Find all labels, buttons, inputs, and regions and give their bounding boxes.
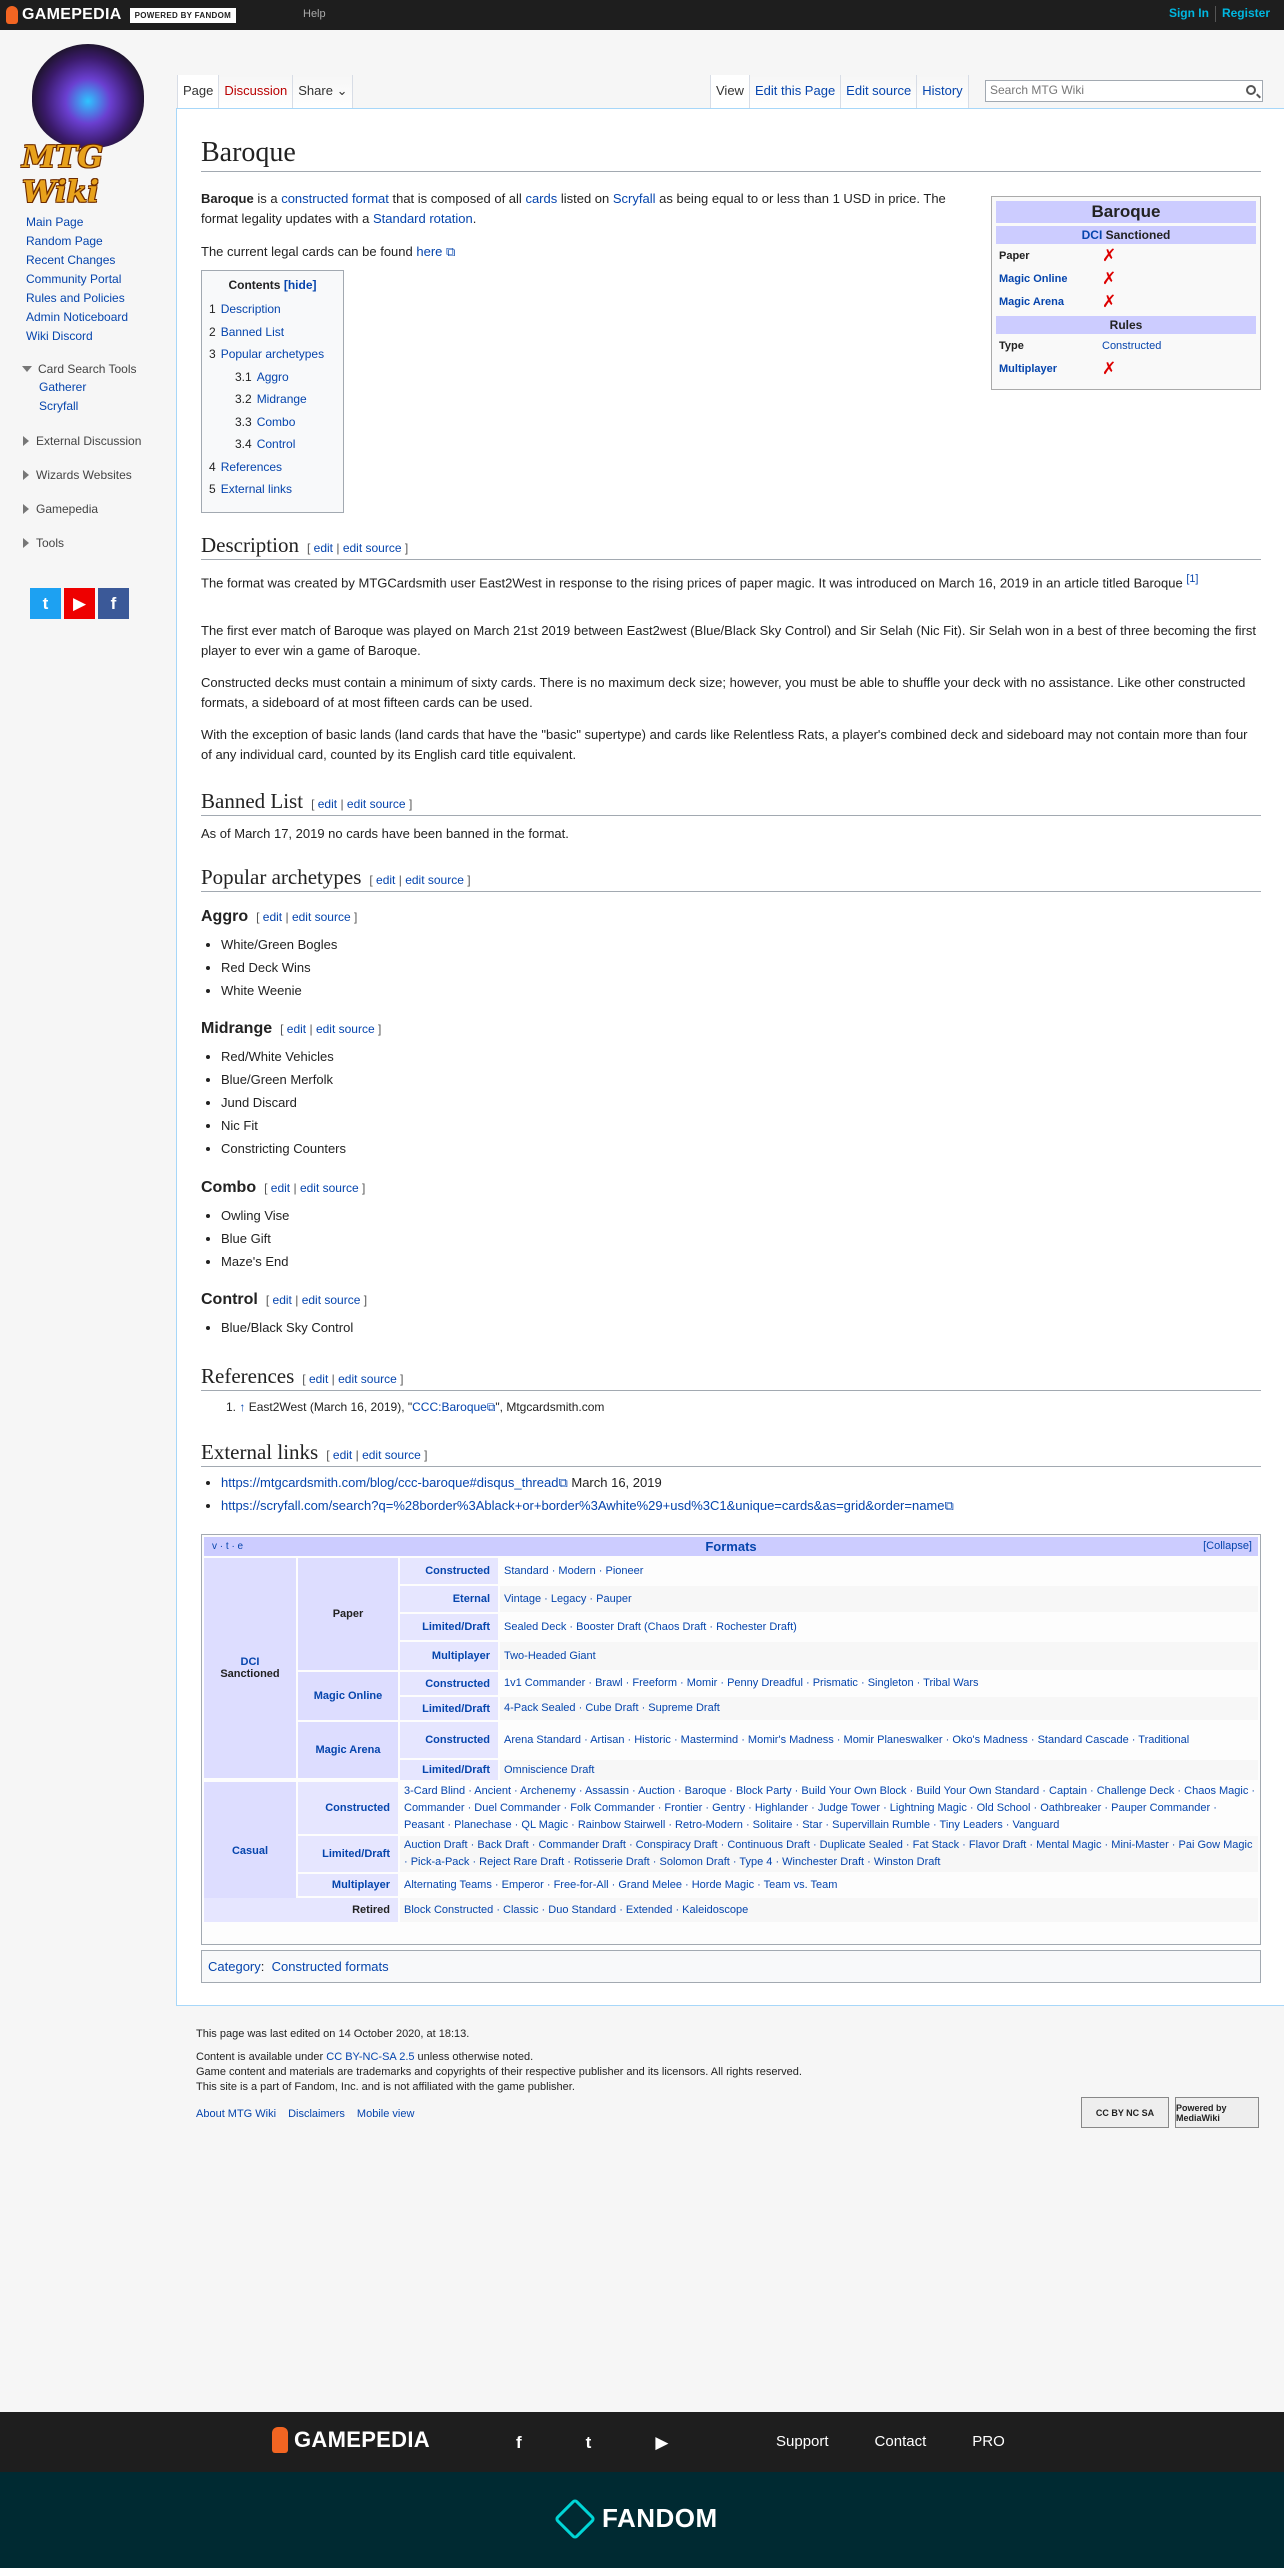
- edit-link[interactable]: edit: [313, 541, 334, 555]
- navbox-group-casual[interactable]: Casual: [204, 1782, 296, 1920]
- toc-item[interactable]: [209, 478, 336, 501]
- sidebar-item-admin-noticeboard[interactable]: Admin Noticeboard: [26, 310, 129, 324]
- external-link-icon: ⧉: [558, 1475, 568, 1490]
- heading-description: Description [ edit | edit source ]: [201, 533, 1261, 560]
- description-p4: With the exception of basic lands (land cards that have the "basic" supertype) and cards like Relentless Rats, a player's combined deck and sideboard may not contain more than four of any individual card, counted by its English card title equivalent.: [201, 727, 1248, 762]
- navbox-group-paper: Paper: [298, 1558, 398, 1670]
- infobox-row-magic-arena: Magic Arena ✗: [999, 291, 1117, 311]
- edit-source-link[interactable]: edit source: [405, 873, 464, 887]
- sidebar-item-community-portal[interactable]: Community Portal: [26, 272, 122, 286]
- sidebar-item-scryfall[interactable]: Scryfall: [39, 399, 79, 413]
- mediawiki-badge[interactable]: Powered by MediaWiki: [1175, 2097, 1259, 2128]
- gamepedia-footer-logo[interactable]: GAMEPEDIA: [272, 2427, 430, 2453]
- back-arrow-icon[interactable]: ↑: [239, 1400, 246, 1414]
- toc-title: Contents: [228, 278, 281, 292]
- gamepedia-wordmark: GAMEPEDIA: [22, 6, 122, 23]
- cc-license-badge[interactable]: CC BY NC SA: [1081, 2097, 1169, 2128]
- tab-share[interactable]: Share ⌄: [292, 75, 353, 109]
- edit-source-link[interactable]: edit source: [291, 910, 351, 924]
- register-link[interactable]: Register: [1221, 6, 1270, 20]
- sidebar: [26, 213, 176, 552]
- formats-navbox: [201, 1534, 1261, 1945]
- navbox-row-label: Retired: [204, 1898, 398, 1922]
- action-tabs: [710, 75, 969, 109]
- heading-combo: Combo [ edit | edit source ]: [201, 1179, 366, 1196]
- navbox-row-label[interactable]: Eternal: [400, 1586, 498, 1612]
- facebook-icon[interactable]: f: [98, 588, 129, 619]
- search-input[interactable]: Search MTG Wiki: [985, 80, 1263, 102]
- toc-link[interactable]: Description: [220, 302, 281, 316]
- twitter-icon[interactable]: t: [30, 588, 61, 619]
- navbox-row-list[interactable]: 4-Pack Sealed · Cube Draft · Supreme Draft: [500, 1697, 1258, 1720]
- navbox-row-label[interactable]: Limited/Draft: [400, 1760, 498, 1780]
- last-edited: This page was last edited on 14 October 2020, at 18:13.: [196, 2028, 470, 2040]
- trademark-line: Game content and materials are trademarks and copyrights of their respective publisher and its licensors. All rights reserved.: [196, 2066, 802, 2078]
- sidebar-heading-label: Wizards Websites: [36, 468, 132, 482]
- sidebar-item-wiki-discord[interactable]: Wiki Discord: [26, 329, 93, 343]
- edit-link[interactable]: edit: [286, 1022, 307, 1036]
- list-item: • Blue/Green Merfolk: [221, 1068, 346, 1091]
- chevron-down-icon: ⌄: [336, 83, 348, 98]
- heading-aggro: Aggro [ edit | edit source ]: [201, 908, 358, 925]
- navbox-row-label[interactable]: Multiplayer: [400, 1642, 498, 1670]
- infobox-row-paper: Paper ✗: [999, 245, 1117, 265]
- tab-page[interactable]: Page: [177, 75, 218, 109]
- list-item: • Constricting Counters: [221, 1137, 346, 1160]
- navbox-group-magic-online[interactable]: Magic Online: [298, 1672, 398, 1720]
- page-tabs: [177, 75, 353, 109]
- navbox-row-list[interactable]: Auction Draft · Back Draft · Commander Draft · Conspiracy Draft · Continuous Draft · Duplicate Sealed · Fat Stack · Flavor Draft · Mental Magic · Mini-Master · Pai Gow Magic · Pick-a-Pack · Reject Rare Draft · Rotisserie Draft · Solomon Draft · Type 4 · Winchester Draft · Winston Draft: [400, 1836, 1258, 1872]
- cross-icon: ✗: [1102, 268, 1117, 288]
- list-item: [221, 1494, 954, 1517]
- navbox-row-list[interactable]: Two-Headed Giant: [500, 1642, 1258, 1670]
- list-item: • Owling Vise: [221, 1204, 289, 1227]
- toc-link[interactable]: Midrange: [256, 392, 307, 406]
- list-item: • Jund Discard: [221, 1091, 346, 1114]
- sidebar-heading-gamepedia[interactable]: [26, 500, 176, 518]
- sidebar-heading-card-search-tools[interactable]: Card Search Tools: [26, 360, 176, 378]
- toc-number: 3.3: [235, 414, 252, 429]
- navbox-row-label[interactable]: Constructed: [400, 1672, 498, 1695]
- navbox-row-list[interactable]: Sealed Deck · Booster Draft (Chaos Draft · Rochester Draft): [504, 1620, 797, 1633]
- list-item: • Maze's End: [221, 1250, 289, 1273]
- search-icon[interactable]: [1246, 85, 1256, 95]
- navbox-row-list[interactable]: Alternating Teams · Emperor · Free-for-All · Grand Melee · Horde Magic · Team vs. Team: [404, 1878, 838, 1891]
- footer-link-about-mtg-wiki[interactable]: About MTG Wiki: [196, 2108, 277, 2120]
- gamepedia-logo[interactable]: [6, 5, 236, 25]
- tab-edit-this-page[interactable]: Edit this Page: [749, 75, 840, 109]
- category-box: Category: Constructed formats: [201, 1950, 1261, 1983]
- legal-cards-paragraph: The current legal cards can be found here ⧉: [201, 244, 456, 259]
- heading-midrange: Midrange [ edit | edit source ]: [201, 1020, 382, 1037]
- toc-item[interactable]: [209, 298, 336, 321]
- toc-item[interactable]: [209, 366, 336, 389]
- control-list: [201, 1316, 353, 1339]
- license-link[interactable]: CC BY-NC-SA 2.5: [326, 2051, 415, 2063]
- twitter-icon[interactable]: t: [585, 2433, 592, 2452]
- navbox-row-list[interactable]: Vintage · Legacy · Pauper: [500, 1586, 1258, 1612]
- sidebar-heading-label: Tools: [36, 536, 65, 550]
- heading-control: Control [ edit | edit source ]: [201, 1291, 368, 1308]
- navbox-group-magic-arena[interactable]: Magic Arena: [298, 1722, 398, 1778]
- navbox-row-label[interactable]: Limited/Draft: [400, 1697, 498, 1720]
- list-item: • Blue Gift: [221, 1227, 289, 1250]
- navbox-row-list[interactable]: Omniscience Draft: [500, 1760, 1258, 1780]
- toc-number: 3.4: [235, 437, 252, 451]
- bottom-bar: [0, 2412, 1284, 2472]
- tab-history[interactable]: History: [916, 75, 968, 109]
- edit-link[interactable]: edit: [332, 1448, 353, 1462]
- external-link-scryfall[interactable]: https://scryfall.com/search?q=%28border%3Ablack+or+border%3Awhite%29+usd%3C1&unique=cards&as=grid&order=name: [221, 1498, 945, 1513]
- sidebar-heading-tools[interactable]: [26, 534, 176, 552]
- contact-link[interactable]: Contact: [874, 2433, 927, 2450]
- toc-item[interactable]: [209, 456, 336, 479]
- collapse-triangle-icon: [23, 436, 29, 446]
- navbox-row-label[interactable]: Limited/Draft: [298, 1836, 398, 1872]
- social-links: [30, 588, 129, 619]
- toc-item[interactable]: [209, 321, 336, 344]
- youtube-icon[interactable]: ▶: [655, 2433, 669, 2452]
- external-link-icon: ⧉: [944, 1498, 954, 1513]
- description-p3: Constructed decks must contain a minimum of sixty cards. There is no maximum deck size; however, you must be able to shuffle your deck with no assistance. Like other constructed formats, a sideboard of at most fifteen cards can be used.: [201, 675, 1246, 710]
- table-of-contents: [201, 270, 344, 513]
- infobox: [991, 196, 1261, 390]
- list-item: • https://mtgcardsmith.com/blog/ccc-baroque#disqus_thread⧉ March 16, 2019: [221, 1471, 954, 1494]
- toc-item[interactable]: [209, 343, 336, 366]
- edit-link[interactable]: edit: [308, 1372, 329, 1386]
- navbox-body: [204, 1558, 1258, 1942]
- toc-item[interactable]: [209, 411, 336, 434]
- fandom-logo[interactable]: FANDOM: [560, 2503, 718, 2534]
- page-title: Baroque: [201, 137, 1261, 172]
- edit-link[interactable]: edit: [262, 910, 283, 924]
- facebook-icon[interactable]: f: [516, 2433, 522, 2452]
- list-item: • White Weenie: [221, 979, 337, 1002]
- navbox-row-list[interactable]: Arena Standard · Artisan · Historic · Mastermind · Momir's Madness · Momir Planeswalker · Oko's Madness · Standard Cascade · Traditional: [504, 1733, 1190, 1746]
- list-item: • White/Green Bogles: [221, 933, 337, 956]
- toc-link[interactable]: Popular archetypes: [220, 347, 325, 361]
- pro-link[interactable]: PRO: [972, 2433, 1005, 2450]
- sidebar-item-random-page[interactable]: Random Page: [26, 234, 103, 248]
- toc-link[interactable]: Control: [256, 437, 296, 451]
- toc-number: 4: [209, 459, 216, 474]
- lotus-emblem-icon: [32, 44, 144, 148]
- category-label[interactable]: Category: [208, 1959, 261, 1974]
- expand-triangle-icon: [22, 366, 32, 372]
- wiki-logo-text: MTG Wiki: [22, 140, 104, 210]
- toc-item[interactable]: [209, 388, 336, 411]
- navbox-row-label[interactable]: Limited/Draft: [400, 1614, 498, 1640]
- edit-link[interactable]: edit: [317, 797, 338, 811]
- navbox-row-label[interactable]: Constructed: [298, 1782, 398, 1834]
- fandom-bar: [0, 2472, 1284, 2568]
- sidebar-item-gatherer[interactable]: Gatherer: [39, 380, 87, 394]
- infobox-row-multiplayer: Multiplayer ✗: [999, 358, 1117, 378]
- midrange-list: [201, 1045, 346, 1160]
- toc-number: 5: [209, 482, 216, 496]
- collapse-button[interactable]: [Collapse]: [1203, 1540, 1252, 1552]
- aggro-list: [201, 933, 337, 1002]
- infobox-row-magic-online: Magic Online ✗: [999, 268, 1117, 288]
- sidebar-item-recent-changes[interactable]: Recent Changes: [26, 253, 116, 267]
- fandom-heart-icon: [554, 2497, 596, 2539]
- edit-source-link[interactable]: edit source: [346, 797, 406, 811]
- navbox-title[interactable]: Formats: [705, 1539, 757, 1554]
- toc-number: 3: [209, 347, 216, 361]
- toc-link[interactable]: Combo: [256, 414, 296, 429]
- edit-link[interactable]: edit: [272, 1293, 292, 1307]
- list-item: • Red/White Vehicles: [221, 1045, 346, 1068]
- list-item: • Red Deck Wins: [221, 956, 337, 979]
- collapse-triangle-icon: [23, 504, 29, 514]
- navbox-row-list[interactable]: Block Constructed · Classic · Duo Standard · Extended · Kaleidoscope: [400, 1898, 1258, 1922]
- list-item: • Nic Fit: [221, 1114, 346, 1137]
- heading-banned-list: Banned List [ edit | edit source ]: [201, 789, 1261, 816]
- collapse-triangle-icon: [23, 470, 29, 480]
- collapse-triangle-icon: [23, 538, 29, 548]
- toc-number: 2: [209, 324, 216, 339]
- navbox-group-dci: DCI Sanctioned: [204, 1558, 296, 1778]
- infobox-rules-header: Rules: [996, 316, 1256, 334]
- navbox-row-list[interactable]: Standard · Modern · Pioneer: [504, 1564, 644, 1577]
- edit-source-link[interactable]: edit source: [342, 541, 402, 555]
- sidebar-heading-wizards-websites[interactable]: [26, 466, 176, 484]
- cross-icon: ✗: [1102, 291, 1117, 311]
- tab-view[interactable]: View: [710, 75, 749, 109]
- heading-external-links: External links [ edit | edit source ]: [201, 1440, 1261, 1467]
- edit-source-link[interactable]: edit source: [301, 1293, 361, 1307]
- toc-number: 1: [209, 302, 216, 316]
- edit-source-link[interactable]: edit source: [315, 1022, 375, 1036]
- top-bar: [0, 0, 1284, 30]
- support-link[interactable]: Support: [776, 2433, 829, 2450]
- navbox-row-list[interactable]: 1v1 Commander · Brawl · Freeform · Momir · Penny Dreadful · Prismatic · Singleton · Tribal Wars: [504, 1677, 979, 1689]
- toc-link[interactable]: Aggro: [256, 369, 289, 384]
- toc-number: 3.1: [235, 369, 252, 384]
- list-item: • Blue/Black Sky Control: [221, 1316, 353, 1339]
- navbox-row-label[interactable]: Constructed: [400, 1722, 498, 1758]
- external-link-mtgcardsmith[interactable]: https://mtgcardsmith.com/blog/ccc-baroque#disqus_thread: [221, 1475, 559, 1490]
- edit-link[interactable]: edit: [270, 1181, 291, 1195]
- toc-link[interactable]: Banned List: [220, 324, 285, 339]
- infobox-title: Baroque: [996, 201, 1256, 223]
- external-links-list: [201, 1471, 954, 1517]
- wiki-logo[interactable]: [14, 42, 166, 210]
- navbox-row-label[interactable]: Multiplayer: [298, 1874, 398, 1896]
- toc-link[interactable]: References: [220, 459, 283, 474]
- external-link-icon: ⧉: [486, 1400, 496, 1414]
- flame-icon: [272, 2427, 288, 2453]
- toc-link[interactable]: External links: [220, 482, 293, 496]
- vte-links[interactable]: v · t · e: [212, 1541, 244, 1552]
- banned-text: As of March 17, 2019 no cards have been banned in the format.: [201, 826, 569, 841]
- sidebar-item-main-page[interactable]: Main Page: [26, 215, 84, 229]
- external-link-icon: ⧉: [442, 244, 456, 259]
- toc-item[interactable]: [209, 433, 336, 456]
- help-link[interactable]: Help: [303, 8, 326, 20]
- navbox-row-list[interactable]: 3-Card Blind · Ancient · Archenemy · Assassin · Auction · Baroque · Block Party · Build Your Own Block · Build Your Own Standard · Captain · Challenge Deck · Chaos Magic · Commander · Duel Commander · Folk Commander · Frontier · Gentry · Highlander · Judge Tower · Lightning Magic · Old School · Oathbreaker · Pauper Commander · Peasant · Planechase · QL Magic · Rainbow Stairwell · Retro-Modern · Solitaire · Star · Supervillain Rumble · Tiny Leaders · Vanguard: [404, 1784, 1256, 1831]
- heading-popular-archetypes: Popular archetypes [ edit | edit source ]: [201, 865, 1261, 892]
- combo-list: [201, 1204, 289, 1273]
- reference-item: 1. ↑ East2West (March 16, 2019), "CCC:Baroque⧉", Mtgcardsmith.com: [226, 1400, 605, 1414]
- intro-paragraph: Baroque is a constructed format that is composed of all cards listed on Scryfall as being equal to or less than 1 USD in price. The format legality updates with a Standard rotation.: [201, 191, 946, 226]
- edit-link[interactable]: edit: [376, 873, 396, 887]
- youtube-icon[interactable]: ▶: [64, 588, 95, 619]
- license-line: Content is available under CC BY-NC-SA 2.5 unless otherwise noted.: [196, 2051, 534, 2063]
- infobox-row-type: Type Constructed: [999, 339, 1162, 352]
- edit-source-link[interactable]: edit source: [362, 1448, 421, 1462]
- cross-icon: ✗: [1102, 245, 1117, 265]
- flame-icon: [6, 6, 18, 24]
- content-area: [176, 108, 1284, 2006]
- footer-link-disclaimers[interactable]: Disclaimers: [288, 2108, 345, 2120]
- toc-hide-link[interactable]: [hide]: [283, 278, 317, 292]
- edit-source-link[interactable]: edit source: [338, 1372, 397, 1386]
- description-p1: The format was created by MTGCardsmith user East2West in response to the rising prices of paper magic. It was introduced on March 16, 2019 in an article titled Baroque [1]: [201, 573, 1199, 591]
- cross-icon: ✗: [1102, 358, 1117, 378]
- powered-by-fandom: POWERED BY FANDOM: [130, 8, 237, 23]
- fandom-note: This site is a part of Fandom, Inc. and is not affiliated with the game publisher.: [196, 2081, 575, 2093]
- edit-source-link[interactable]: edit source: [299, 1181, 359, 1195]
- sidebar-item-rules-and-policies[interactable]: Rules and Policies: [26, 291, 125, 305]
- footer-link-mobile-view[interactable]: Mobile view: [356, 2108, 415, 2120]
- category-link[interactable]: Constructed formats: [271, 1959, 389, 1974]
- reference-marker[interactable]: [1]: [1186, 573, 1199, 585]
- infobox-sanctioned: DCI Sanctioned: [996, 226, 1256, 244]
- sidebar-heading-external-discussion[interactable]: [26, 432, 176, 450]
- heading-references: References [ edit | edit source ]: [201, 1364, 1261, 1391]
- navbox-row-label[interactable]: Constructed: [400, 1558, 498, 1584]
- sidebar-heading-label: External Discussion: [36, 434, 142, 448]
- reference-link[interactable]: CCC:Baroque: [412, 1400, 487, 1414]
- tab-edit-source[interactable]: Edit source: [840, 75, 916, 109]
- toc-number: 3.2: [235, 392, 252, 406]
- description-p2: The first ever match of Baroque was played on March 21st 2019 between East2west (Blue/Black Sky Control) and Sir Selah (Nic Fit). Sir Selah won in a best of three becoming the first player to ever win a game of Baroque.: [201, 623, 1256, 658]
- sidebar-heading-label: Gamepedia: [36, 502, 99, 516]
- sign-in-link[interactable]: Sign In: [1168, 6, 1209, 20]
- tab-discussion[interactable]: Discussion: [218, 75, 292, 109]
